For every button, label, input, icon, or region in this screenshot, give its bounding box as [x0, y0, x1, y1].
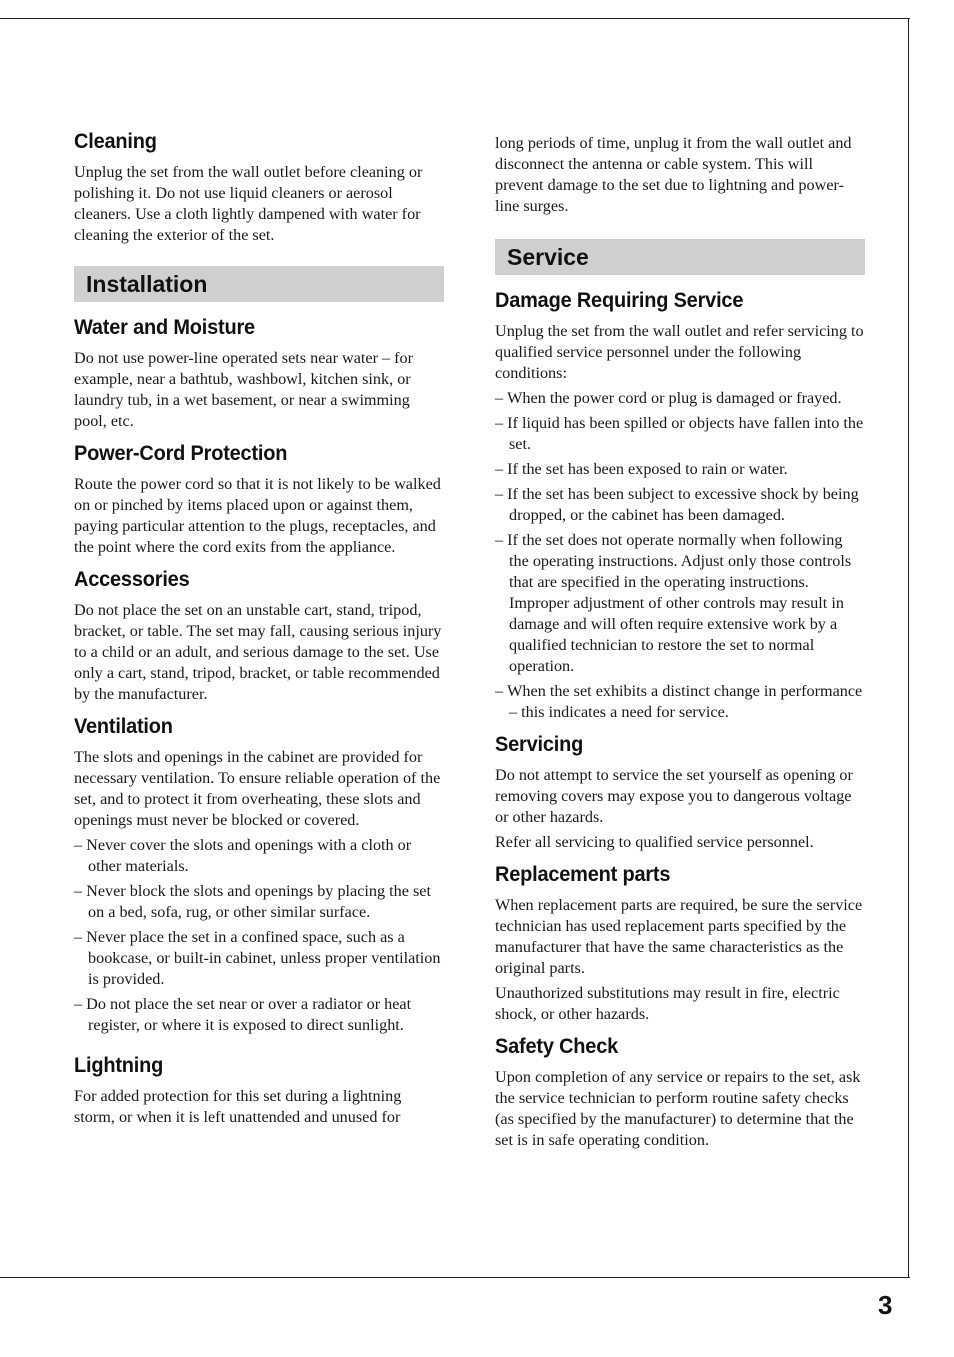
safety-body: Upon completion of any service or repairs to the set, ask the service technician to perform routine safety checks (as specified by the manufacturer) to determine that the set is in safe operating condition. [495, 1068, 861, 1149]
frame-top-rule [0, 18, 910, 19]
list-item: – Never cover the slots and openings with a cloth or other materials. [74, 835, 444, 877]
cleaning-body: Unplug the set from the wall outlet before cleaning or polishing it. Do not use liquid cleaners or aerosol cleaners. Use a cloth lightly dampened with water for cleaning the exterior of the set. [74, 163, 423, 244]
accessories-body: Do not place the set on an unstable cart, stand, tripod, bracket, or table. The set may fall, causing serious injury to a child or an adult, and serious damage to the set. Use only a cart, stand, tripod, bracket, or table recommended by the manufacturer. [74, 601, 442, 703]
installation-band: Installation [74, 266, 444, 302]
ventilation-section [74, 715, 444, 1036]
page-number: 3 [878, 1290, 893, 1320]
ventilation-body: The slots and openings in the cabinet are provided for necessary ventilation. To ensure reliable operation of the set, and to protect it from overheating, these slots and openings must never be blocked or covered. [74, 748, 441, 829]
cleaning-section [74, 130, 444, 246]
replacement-heading: Replacement parts [495, 863, 671, 886]
water-section [74, 316, 444, 432]
frame-right-rule [908, 18, 909, 1278]
replacement-section [495, 863, 865, 1025]
ventilation-list [74, 835, 444, 1036]
list-item: – If liquid has been spilled or objects have fallen into the set. [495, 413, 865, 455]
lightning-body: For added protection for this set during a lightning storm, or when it is left unattended and unused for [74, 1087, 402, 1126]
accessories-heading: Accessories [74, 568, 190, 591]
lightning-section [74, 1054, 444, 1128]
power-cord-heading: Power-Cord Protection [74, 442, 288, 465]
safety-heading: Safety Check [495, 1035, 619, 1058]
list-item: – When the set exhibits a distinct change in performance – this indicates a need for service. [495, 681, 865, 723]
damage-body: Unplug the set from the wall outlet and refer servicing to qualified service personnel under the following conditions: [495, 322, 864, 382]
servicing-body-2: Refer all servicing to qualified service personnel. [495, 833, 814, 851]
accessories-section [74, 568, 444, 705]
servicing-heading: Servicing [495, 733, 584, 756]
damage-heading: Damage Requiring Service [495, 289, 744, 312]
frame-bottom-rule [0, 1277, 910, 1278]
damage-section [495, 289, 865, 723]
list-item: – If the set does not operate normally when following the operating instructions. Adjust only those controls that are specified in the operating instructions. Improper adjustment of other controls may result in damage and will often require extensive work by a qualified technician to restore the set to normal operation. [495, 530, 865, 677]
power-cord-body: Route the power cord so that it is not likely to be walked on or pinched by items placed upon or against them, paying particular attention to the plugs, receptacles, and the point where the cord exits from the appliance. [74, 475, 441, 556]
cleaning-heading: Cleaning [74, 130, 157, 153]
replacement-body-1: When replacement parts are required, be sure the service technician has used replacement parts specified by the manufacturer that have the same characteristics as the original parts. [495, 896, 863, 977]
lightning-continued: long periods of time, unplug it from the wall outlet and disconnect the antenna or cable system. This will prevent damage to the set due to lightning and power-line surges. [495, 134, 852, 215]
water-body: Do not use power-line operated sets near water – for example, near a bathtub, washbowl, kitchen sink, or laundry tub, in a wet basement, or near a swimming pool, etc. [74, 349, 414, 430]
damage-list [495, 388, 865, 723]
list-item: – Never place the set in a confined space, such as a bookcase, or built-in cabinet, unless proper ventilation is provided. [74, 927, 444, 990]
list-item: – Do not place the set near or over a radiator or heat register, or where it is exposed to direct sunlight. [74, 994, 444, 1036]
right-column [495, 133, 865, 1161]
servicing-section [495, 733, 865, 853]
list-item: – Never block the slots and openings by placing the set on a bed, sofa, rug, or other similar surface. [74, 881, 444, 923]
service-band: Service [495, 239, 865, 275]
ventilation-heading: Ventilation [74, 715, 173, 738]
list-item: – If the set has been subject to excessive shock by being dropped, or the cabinet has been damaged. [495, 484, 865, 526]
power-cord-section [74, 442, 444, 558]
servicing-body-1: Do not attempt to service the set yourself as opening or removing covers may expose you to dangerous voltage or other hazards. [495, 766, 853, 826]
replacement-body-2: Unauthorized substitutions may result in fire, electric shock, or other hazards. [495, 984, 840, 1023]
left-column [74, 130, 444, 1138]
safety-section [495, 1035, 865, 1151]
water-heading: Water and Moisture [74, 316, 255, 339]
list-item: – If the set has been exposed to rain or water. [495, 459, 865, 480]
list-item: – When the power cord or plug is damaged or frayed. [495, 388, 865, 409]
lightning-heading: Lightning [74, 1054, 164, 1077]
